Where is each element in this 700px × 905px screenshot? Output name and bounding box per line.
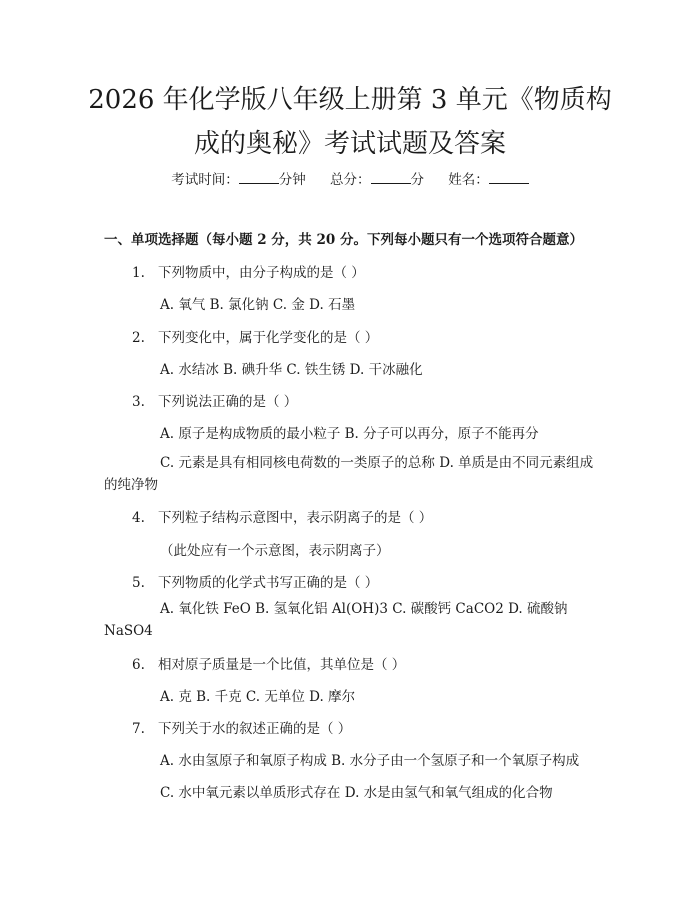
question-3	[132, 390, 297, 410]
student-name-label: 姓名：	[448, 172, 489, 188]
section-heading: 一、单项选择题（每小题 2 分，共 20 分。下列每小题只有一个选项符合题意）	[104, 232, 583, 248]
total-score-blank	[371, 171, 411, 184]
student-name	[448, 172, 529, 188]
question-number: 1.	[132, 265, 145, 281]
question-number: 2.	[132, 330, 145, 346]
question-7-options-ab: A. 水由氢原子和氧原子构成 B. 水分子由一个氢原子和一个氧原子构成	[160, 753, 580, 769]
question-7	[132, 717, 351, 737]
question-6-options: A. 克 B. 千克 C. 无单位 D. 摩尔	[160, 689, 356, 705]
question-3-options-cd: C. 元素是具有相同核电荷数的一类原子的总称 D. 单质是由不同元素组成的纯净物	[104, 455, 594, 493]
title-line-1: 2026 年化学版八年级上册第 3 单元《物质构	[88, 85, 612, 115]
exam-time-blank	[239, 171, 279, 184]
question-2-options: A. 水结冰 B. 碘升华 C. 铁生锈 D. 干冰融化	[160, 362, 423, 378]
exam-time	[171, 172, 310, 188]
question-4	[132, 506, 432, 526]
question-text: 下列粒子结构示意图中，表示阴离子的是（ ）	[158, 510, 433, 526]
total-score-unit: 分	[410, 172, 424, 188]
question-2	[132, 326, 378, 346]
student-name-blank	[489, 171, 529, 184]
exam-info	[0, 168, 700, 188]
question-text: 相对原子质量是一个比值，其单位是（ ）	[158, 657, 406, 673]
page-title	[60, 78, 640, 166]
question-number: 6.	[132, 657, 145, 673]
question-5	[132, 571, 378, 591]
title-line-2: 成的奥秘》考试试题及答案	[193, 129, 506, 159]
question-text: 下列变化中，属于化学变化的是（ ）	[158, 330, 379, 346]
question-number: 3.	[132, 394, 145, 410]
question-4-diagram-placeholder: （此处应有一个示意图，表示阴离子）	[160, 543, 390, 559]
exam-time-unit: 分钟	[278, 172, 306, 188]
question-text: 下列物质中，由分子构成的是（ ）	[158, 265, 365, 281]
question-number: 4.	[132, 510, 145, 526]
total-score-label: 总分：	[330, 172, 371, 188]
question-3-options-ab: A. 原子是构成物质的最小粒子 B. 分子可以再分，原子不能再分	[160, 426, 539, 442]
question-number: 7.	[132, 721, 145, 737]
exam-time-label: 考试时间：	[171, 172, 239, 188]
question-text: 下列说法正确的是（ ）	[158, 394, 298, 410]
question-7-options-cd: C. 水中氧元素以单质形式存在 D. 水是由氢气和氧气组成的化合物	[160, 785, 553, 801]
question-text: 下列物质的化学式书写正确的是（ ）	[158, 575, 379, 591]
question-1-options: A. 氧气 B. 氯化钠 C. 金 D. 石墨	[160, 297, 356, 313]
question-6	[132, 653, 405, 673]
question-number: 5.	[132, 575, 145, 591]
question-5-options: A. 氧化铁 FeO B. 氢氧化铝 Al(OH)3 C. 碳酸钙 CaCO2 D. 硫酸钠 NaSO4	[104, 601, 568, 639]
question-text: 下列关于水的叙述正确的是（ ）	[158, 721, 352, 737]
question-1	[132, 261, 365, 281]
total-score	[330, 172, 428, 188]
